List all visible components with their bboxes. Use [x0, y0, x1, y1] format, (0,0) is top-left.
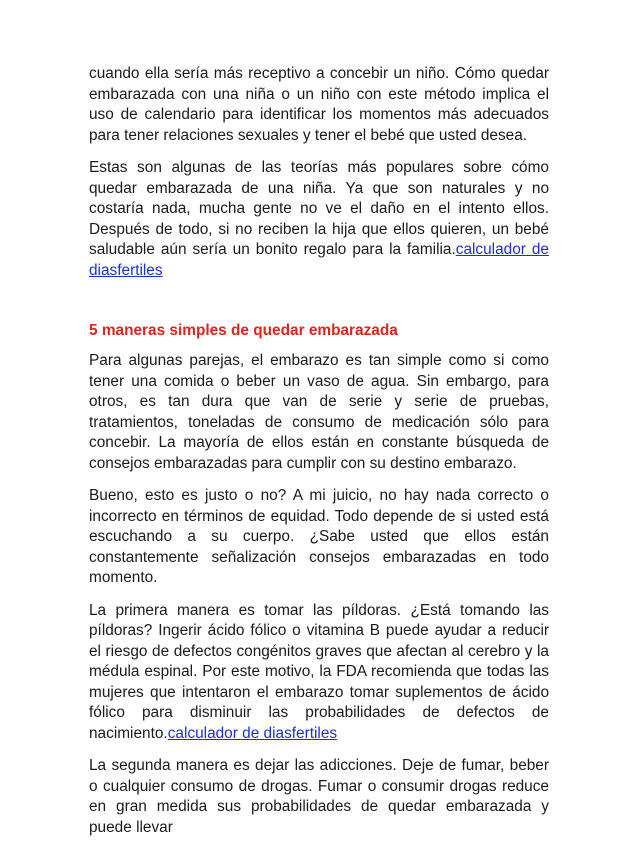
paragraph-2-text: Estas son algunas de las teorías más populares sobre cómo quedar embarazada de una niña. Ya que son naturales y no costaría nada, mucha gente no ve el daño en el intento ellos. Después de todo, si no reciben la hija que ellos quieren, un bebé saludable aún sería un bonito regalo para la familia.: [89, 159, 549, 258]
paragraph-5: [89, 601, 549, 745]
calculador-link-2[interactable]: calculador de diasfertiles: [167, 724, 338, 742]
paragraph-2: [89, 158, 549, 281]
paragraph-1: [89, 64, 549, 146]
paragraph-5-text: La primera manera es tomar las píldoras. ¿Está tomando las píldoras? Ingerir ácido fólico o vitamina B puede ayudar a reducir el riesgo de defectos congénitos graves que afectan al cerebro y la médula espinal. Por este motivo, la FDA recomienda que todas las mujeres que intentaron el embarazo tomar suplementos de ácido fólico para disminuir las probabilidades de defectos de nacimiento.: [89, 601, 549, 742]
paragraph-1-text: cuando ella sería más receptivo a concebir un niño. Cómo quedar embarazada con una niña o un niño con este método implica el uso de calendario para identificar los momentos más adecuados para tener relaciones sexuales y tener el bebé que usted desea.: [89, 65, 549, 144]
calculador-link-1[interactable]: calculador de diasfertiles: [89, 241, 549, 279]
paragraph-3-text: Para algunas parejas, el embarazo es tan simple como si como tener una comida o beber un vaso de agua. Sin embargo, para otros, es tan dura que van de serie y serie de pruebas, tratamientos, toneladas de consumo de medicación sólo para concebir. La mayoría de ellos están en constante búsqueda de consejos embarazadas para cumplir con su destino embarazo.: [89, 352, 549, 472]
section-heading: 5 maneras simples de quedar embarazada: [89, 322, 398, 339]
paragraph-6-text: La segunda manera es dejar las adicciones. Deje de fumar, beber o cualquier consumo de drogas. Fumar o consumir drogas reduce en gran medida sus probabilidades de quedar embarazada y puede llevar: [89, 757, 549, 836]
section-spacer: [89, 293, 549, 321]
paragraph-4-text: Bueno, esto es justo o no? A mi juicio, no hay nada correcto o incorrecto en términos de equidad. Todo depende de si usted está escuchando a su cuerpo. ¿Sabe usted que ellos están constantemente señalización consejos embarazadas en todo momento.: [89, 487, 549, 586]
paragraph-4: [89, 486, 549, 589]
document-body: [89, 64, 549, 850]
paragraph-3: [89, 351, 549, 474]
